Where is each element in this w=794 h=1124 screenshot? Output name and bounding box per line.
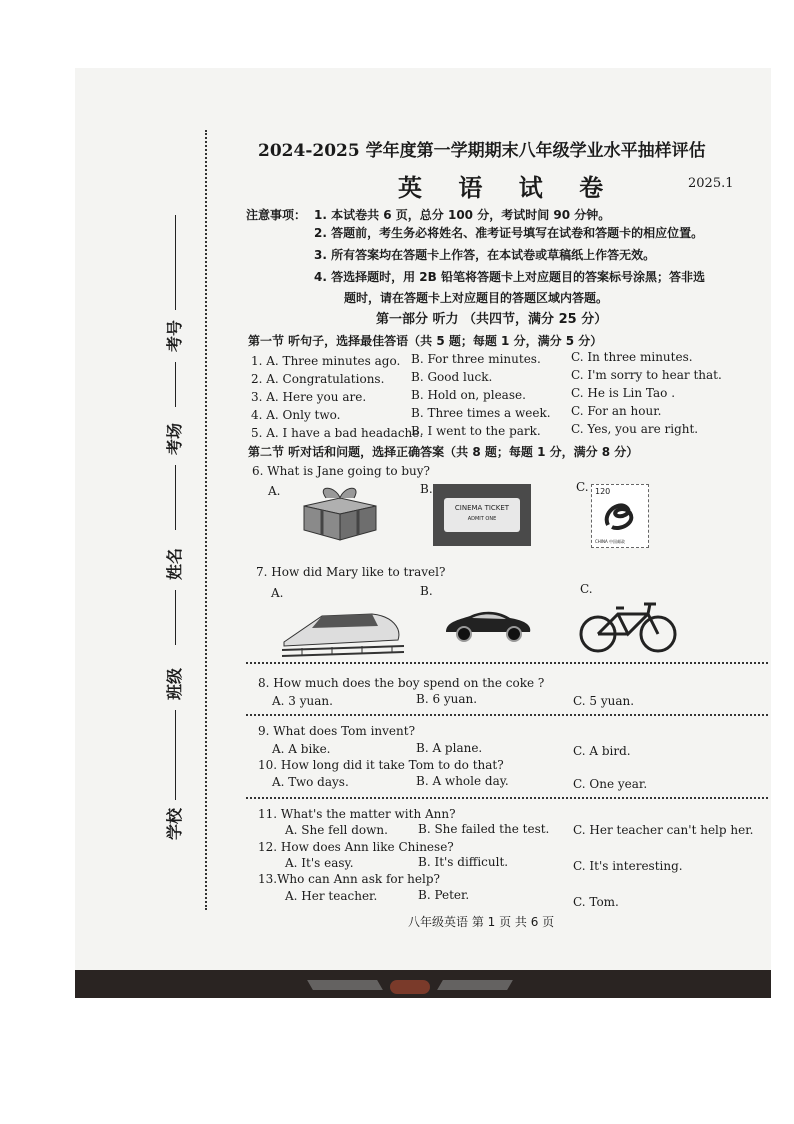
stamp-value: 120 xyxy=(595,487,611,496)
option-b: B. Hold on, please. xyxy=(411,388,526,402)
option-b: B. Good luck. xyxy=(411,370,493,384)
option-a: A. 3 yuan. xyxy=(272,694,333,708)
stamp-image xyxy=(591,484,649,548)
notes-label: 注意事项： xyxy=(246,208,307,222)
option-b: B. Three times a week. xyxy=(411,406,551,420)
car-image xyxy=(442,604,534,644)
option-c: C. A bird. xyxy=(573,744,631,758)
option-c: C. In three minutes. xyxy=(571,350,693,364)
section-divider xyxy=(246,797,768,799)
section-divider xyxy=(246,662,768,664)
option-a-label: A. xyxy=(268,484,281,498)
option-c: C. For an hour. xyxy=(571,404,662,418)
option-a: A. She fell down. xyxy=(285,823,388,837)
option-b: B. It's difficult. xyxy=(418,855,509,869)
option-a: A. It's easy. xyxy=(285,856,354,870)
exam-subtitle: 英 语 试 卷 xyxy=(398,173,618,202)
option-b: B. For three minutes. xyxy=(411,352,541,366)
option-b: B. A plane. xyxy=(416,741,483,755)
decorative-wing xyxy=(307,980,383,990)
q11-question: 11. What's the matter with Ann? xyxy=(258,807,456,821)
school-label: 学校 xyxy=(165,807,184,840)
option-a-label: A. xyxy=(271,586,284,600)
gift-box-image xyxy=(296,484,382,544)
train-image xyxy=(282,606,404,658)
option-b-label: B. xyxy=(420,584,433,598)
option-c-label: C. xyxy=(580,582,593,596)
q9-question: 9. What does Tom invent? xyxy=(258,724,416,738)
option-c: C. I'm sorry to hear that. xyxy=(571,368,722,382)
q13-question: 13.Who can Ann ask for help? xyxy=(258,872,440,886)
part1-heading: 第一部分 听力 （共四节，满分 25 分） xyxy=(376,312,608,327)
option-c: C. He is Lin Tao . xyxy=(571,386,676,400)
bicycle-image xyxy=(578,600,678,654)
option-a: 2. A. Congratulations. xyxy=(251,372,385,386)
option-b-label: B. xyxy=(420,482,433,496)
q7-question: 7. How did Mary like to travel? xyxy=(256,565,446,579)
ticket-subtitle: ADMIT ONE xyxy=(467,516,497,522)
note-item: 3. 所有答案均在答题卡上作答，在本试卷或草稿纸上作答无效。 xyxy=(314,248,656,262)
binding-dotted-line xyxy=(205,130,207,910)
option-c: C. Her teacher can't help her. xyxy=(573,823,754,837)
note-item: 2. 答题前，考生务必将姓名、准考证号填写在试卷和答题卡的相应位置。 xyxy=(314,226,704,240)
option-a: A. A bike. xyxy=(272,742,331,756)
decorative-wing xyxy=(437,980,513,990)
option-c-label: C. xyxy=(576,480,589,494)
name-label: 姓名 xyxy=(165,547,184,580)
q10-question: 10. How long did it take Tom to do that? xyxy=(258,758,504,772)
option-b: B. 6 yuan. xyxy=(416,692,478,706)
note-item: 4. 答选择题时，用 2B 铅笔将答题卡上对应题目的答案标号涂黑；答非选 xyxy=(314,270,705,284)
option-b: B. She failed the test. xyxy=(418,822,550,836)
note-item: 题时，请在答题卡上对应题目的答题区域内答题。 xyxy=(344,291,609,305)
option-b: B. A whole day. xyxy=(416,774,509,788)
option-c: C. It's interesting. xyxy=(573,859,683,873)
decorative-emblem xyxy=(390,980,430,994)
stamp-text: CHINA 中国邮政 xyxy=(595,539,625,544)
option-c: C. Tom. xyxy=(573,895,619,909)
option-b: B. I went to the park. xyxy=(411,424,541,438)
snake-icon xyxy=(600,495,640,535)
page-footer: 八年级英语 第 1 页 共 6 页 xyxy=(408,915,555,929)
exam-title: 2024-2025 学年度第一学期期末八年级学业水平抽样评估 xyxy=(258,141,706,161)
note-item: 1. 本试卷共 6 页，总分 100 分，考试时间 90 分钟。 xyxy=(314,208,611,222)
option-c: C. 5 yuan. xyxy=(573,694,635,708)
option-a: 5. A. I have a bad headache. xyxy=(251,426,424,440)
option-c: C. One year. xyxy=(573,777,648,791)
exam-number-label: 考号 xyxy=(165,319,184,352)
q6-question: 6. What is Jane going to buy? xyxy=(252,464,430,478)
option-a: 3. A. Here you are. xyxy=(251,390,367,404)
option-b: B. Peter. xyxy=(418,888,470,902)
section1-heading: 第一节 听句子，选择最佳答语（共 5 题；每题 1 分，满分 5 分） xyxy=(248,334,603,348)
exam-room-label: 考场 xyxy=(165,422,184,455)
section-divider xyxy=(246,714,768,716)
option-a: A. Her teacher. xyxy=(285,889,378,903)
ticket-title: CINEMA TICKET xyxy=(454,504,510,512)
cinema-ticket-image xyxy=(433,484,531,546)
exam-date: 2025.1 xyxy=(688,176,734,191)
section2-heading: 第二节 听对话和问题，选择正确答案（共 8 题；每题 1 分，满分 8 分） xyxy=(248,445,639,459)
q12-question: 12. How does Ann like Chinese? xyxy=(258,840,454,854)
option-a: 4. A. Only two. xyxy=(251,408,341,422)
option-a: 1. A. Three minutes ago. xyxy=(251,354,401,368)
option-a: A. Two days. xyxy=(272,775,349,789)
q8-question: 8. How much does the boy spend on the coke ? xyxy=(258,676,545,690)
class-label: 班级 xyxy=(165,667,184,700)
option-c: C. Yes, you are right. xyxy=(571,422,699,436)
